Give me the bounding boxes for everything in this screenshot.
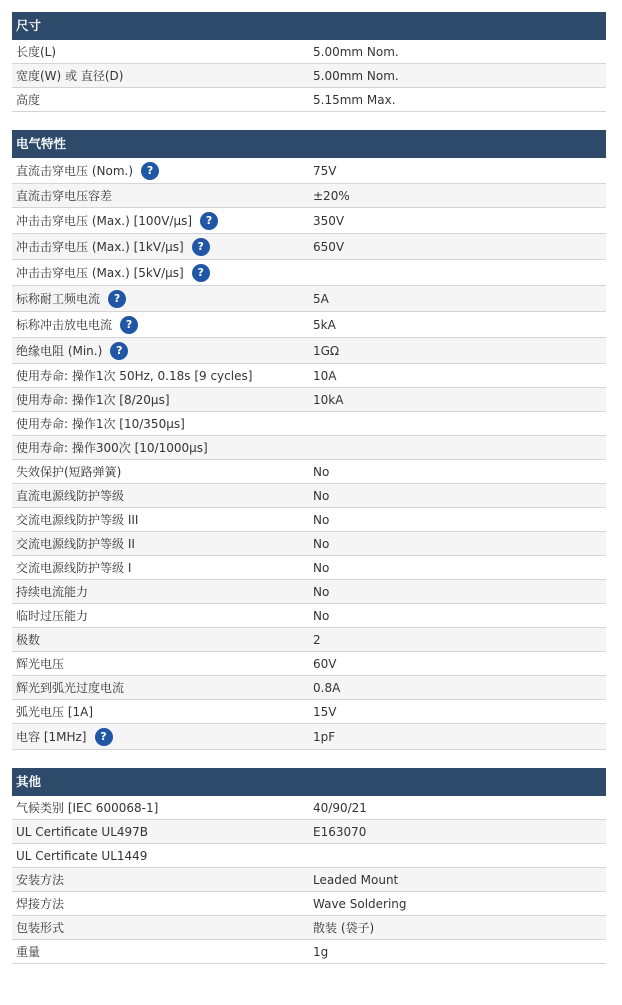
spec-label-cell (12, 631, 309, 648)
spec-row (12, 604, 606, 628)
spec-value: 350V (313, 213, 345, 228)
spec-label-cell (12, 463, 309, 480)
spec-row (12, 484, 606, 508)
spec-row (12, 652, 606, 676)
spec-row (12, 388, 606, 412)
spec-tables (12, 12, 606, 982)
spec-label: 冲击击穿电压 (Max.) [5kV/µs] (16, 266, 184, 280)
spec-label-cell (12, 583, 309, 600)
spec-label-cell (12, 415, 309, 432)
spec-value: 40/90/21 (313, 800, 367, 815)
spec-label: 使用寿命: 操作1次 50Hz, 0.18s [9 cycles] (16, 369, 253, 383)
spec-label: UL Certificate UL1449 (16, 848, 148, 863)
spec-label: 包装形式 (16, 921, 65, 935)
spec-label-cell (12, 559, 309, 576)
spec-label-cell (12, 895, 309, 912)
spec-label-cell (12, 943, 309, 960)
spec-label: 直流击穿电压 (Nom.) (16, 164, 134, 178)
spec-label-cell (12, 264, 309, 282)
spec-label: 持续电流能力 (16, 585, 89, 599)
spec-table (12, 158, 606, 750)
spec-value: No (313, 584, 330, 599)
spec-label-cell (12, 187, 309, 204)
spec-label: 直流电源线防护等级 (16, 489, 125, 503)
spec-value: No (313, 608, 330, 623)
spec-value: 10kA (313, 392, 344, 407)
help-icon[interactable]: ? (200, 212, 218, 230)
spec-label: 冲击击穿电压 (Max.) [100V/µs] (16, 214, 193, 228)
spec-value: 60V (313, 656, 337, 671)
spec-value: ±20% (313, 188, 350, 203)
section-title: 其他 (12, 768, 606, 796)
spec-label: 交流电源线防护等级 III (16, 513, 139, 527)
spec-row (12, 234, 606, 260)
spec-label-cell (12, 162, 309, 180)
section-title: 电气特性 (12, 130, 606, 158)
spec-label-cell (12, 391, 309, 408)
help-icon[interactable]: ? (120, 316, 138, 334)
spec-value: Leaded Mount (313, 872, 399, 887)
spec-label-cell (12, 607, 309, 624)
spec-label: 安装方法 (16, 873, 65, 887)
spec-label-cell (12, 290, 309, 308)
spec-row (12, 892, 606, 916)
spec-value: 0.8A (313, 680, 341, 695)
spec-label: 失效保护(短路弹簧) (16, 465, 122, 479)
spec-value: No (313, 488, 330, 503)
spec-label-cell (12, 679, 309, 696)
spec-value: 1GΩ (313, 343, 340, 358)
spec-value: Wave Soldering (313, 896, 407, 911)
spec-row (12, 940, 606, 964)
spec-label: 辉光电压 (16, 657, 65, 671)
spec-label-cell (12, 849, 309, 863)
spec-label: 辉光到弧光过度电流 (16, 681, 125, 695)
spec-label-cell (12, 367, 309, 384)
spec-row (12, 844, 606, 868)
spec-row (12, 700, 606, 724)
spec-label: 冲击击穿电压 (Max.) [1kV/µs] (16, 240, 184, 254)
spec-label-cell (12, 511, 309, 528)
spec-value: 5.00mm Nom. (313, 44, 399, 59)
spec-label-cell (12, 67, 309, 84)
spec-label-cell (12, 43, 309, 60)
spec-section (12, 12, 606, 112)
spec-value: No (313, 464, 330, 479)
spec-table (12, 796, 606, 964)
spec-label: UL Certificate UL497B (16, 824, 149, 839)
section-title: 尺寸 (12, 12, 606, 40)
spec-row (12, 508, 606, 532)
help-icon[interactable]: ? (192, 264, 210, 282)
spec-label: 重量 (16, 945, 41, 959)
spec-label: 交流电源线防护等级 I (16, 561, 132, 575)
spec-value: 5kA (313, 317, 336, 332)
spec-label-cell (12, 919, 309, 936)
spec-label: 标称耐工频电流 (16, 292, 101, 306)
spec-row (12, 868, 606, 892)
spec-label: 焊接方法 (16, 897, 65, 911)
spec-row (12, 796, 606, 820)
spec-label-cell (12, 212, 309, 230)
spec-label-cell (12, 728, 309, 746)
spec-value: 1pF (313, 729, 336, 744)
spec-row (12, 676, 606, 700)
spec-label-cell (12, 703, 309, 720)
spec-label-cell (12, 871, 309, 888)
spec-label-cell (12, 655, 309, 672)
spec-label: 标称冲击放电电流 (16, 318, 113, 332)
spec-value: No (313, 512, 330, 527)
spec-row (12, 436, 606, 460)
spec-row (12, 628, 606, 652)
spec-label: 电容 [1MHz] (16, 730, 87, 744)
spec-label: 极数 (16, 633, 41, 647)
spec-value: 散装 (袋子) (313, 921, 375, 935)
spec-row (12, 724, 606, 750)
spec-value: 10A (313, 368, 337, 383)
spec-label-cell (12, 238, 309, 256)
spec-row (12, 40, 606, 64)
spec-label: 高度 (16, 93, 41, 107)
help-icon[interactable]: ? (192, 238, 210, 256)
spec-value: No (313, 560, 330, 575)
spec-row (12, 580, 606, 604)
spec-row (12, 64, 606, 88)
spec-row (12, 208, 606, 234)
help-icon[interactable]: ? (110, 342, 128, 360)
spec-row (12, 412, 606, 436)
spec-label-cell (12, 91, 309, 108)
spec-value: 2 (313, 632, 321, 647)
spec-row (12, 532, 606, 556)
spec-label: 临时过压能力 (16, 609, 89, 623)
spec-value: E163070 (313, 824, 367, 839)
spec-label-cell (12, 342, 309, 360)
spec-label: 长度(L) (16, 45, 57, 59)
spec-row (12, 820, 606, 844)
spec-label-cell (12, 316, 309, 334)
spec-value: 15V (313, 704, 337, 719)
spec-label-cell (12, 535, 309, 552)
spec-row (12, 556, 606, 580)
spec-row (12, 312, 606, 338)
spec-value: 650V (313, 239, 345, 254)
spec-row (12, 88, 606, 112)
spec-label: 直流击穿电压容差 (16, 189, 113, 203)
spec-row (12, 338, 606, 364)
spec-value: 5A (313, 291, 329, 306)
spec-label: 宽度(W) 或 直径(D) (16, 69, 124, 83)
spec-label: 使用寿命: 操作1次 [8/20µs] (16, 393, 170, 407)
spec-row (12, 184, 606, 208)
spec-row (12, 916, 606, 940)
spec-label: 气候类别 [IEC 600068-1] (16, 801, 159, 815)
spec-row (12, 364, 606, 388)
spec-value: 5.15mm Max. (313, 92, 396, 107)
spec-label-cell (12, 825, 309, 839)
spec-section (12, 768, 606, 964)
spec-label: 绝缘电阻 (Min.) (16, 344, 103, 358)
spec-row (12, 260, 606, 286)
help-icon[interactable]: ? (108, 290, 126, 308)
spec-row (12, 286, 606, 312)
spec-label-cell (12, 439, 309, 456)
spec-value: 1g (313, 944, 329, 959)
spec-label-cell (12, 799, 309, 816)
spec-value: No (313, 536, 330, 551)
spec-section (12, 130, 606, 750)
spec-label: 使用寿命: 操作300次 [10/1000µs] (16, 441, 208, 455)
spec-row (12, 460, 606, 484)
help-icon[interactable]: ? (141, 162, 159, 180)
spec-label: 弧光电压 [1A] (16, 705, 94, 719)
spec-table (12, 40, 606, 112)
spec-value: 5.00mm Nom. (313, 68, 399, 83)
spec-label: 使用寿命: 操作1次 [10/350µs] (16, 417, 185, 431)
spec-row (12, 158, 606, 184)
spec-value: 75V (313, 163, 337, 178)
help-icon[interactable]: ? (95, 728, 113, 746)
spec-label: 交流电源线防护等级 II (16, 537, 135, 551)
spec-label-cell (12, 487, 309, 504)
